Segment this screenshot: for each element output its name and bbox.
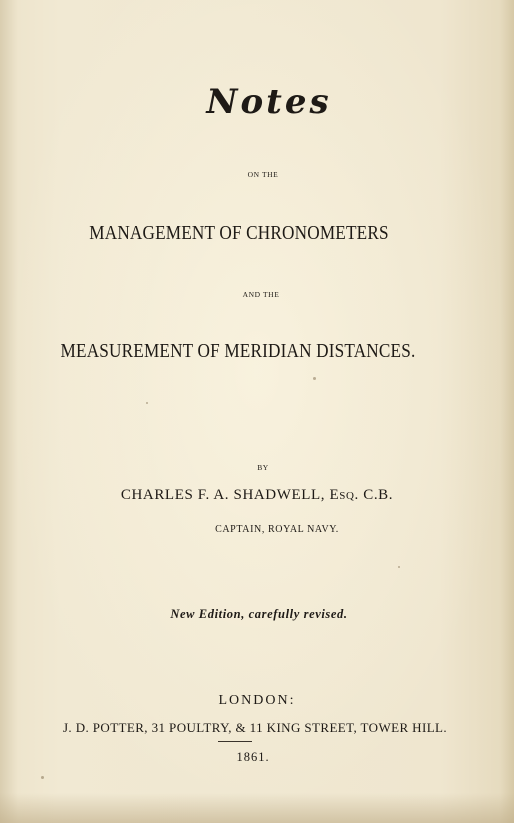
imprint-city: LONDON: bbox=[218, 693, 296, 708]
book-title: Notes bbox=[206, 82, 332, 122]
connector-and-the: AND THE bbox=[242, 290, 280, 299]
paper-speck bbox=[313, 377, 316, 380]
paper-speck bbox=[146, 402, 148, 404]
author-rank: CAPTAIN, ROYAL NAVY. bbox=[215, 524, 339, 535]
author-line bbox=[0, 487, 514, 504]
subject-management-of-chronometers: MANAGEMENT OF CHRONOMETERS bbox=[89, 222, 389, 244]
imprint-year: 1861. bbox=[236, 750, 270, 764]
paper-speck bbox=[398, 566, 400, 568]
paper-speck bbox=[41, 776, 44, 779]
subject-measurement-of-meridian-distances: MEASUREMENT OF MERIDIAN DISTANCES. bbox=[60, 340, 416, 362]
imprint-publisher: J. D. POTTER, 31 POULTRY, & 11 KING STREET, TOWER HILL. bbox=[62, 720, 448, 735]
byline-by: BY bbox=[257, 463, 269, 472]
author-suffix: Esq. C.B. bbox=[329, 487, 394, 503]
imprint-divider bbox=[218, 741, 252, 742]
edition-note: New Edition, carefully revised. bbox=[170, 607, 348, 621]
author-name: CHARLES F. A. SHADWELL, bbox=[120, 487, 326, 503]
connector-on-the: ON THE bbox=[247, 170, 279, 179]
